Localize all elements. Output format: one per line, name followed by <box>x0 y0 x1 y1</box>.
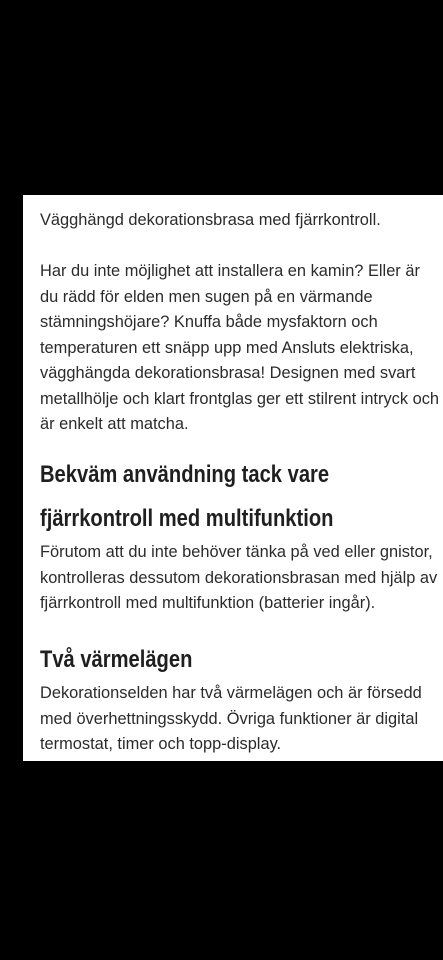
heat-modes-heading: Två värmelägen <box>40 646 193 673</box>
remote-control-paragraph: Förutom att du inte behöver tänka på ved eller gnistor, kontrolleras dessutom dekorationsbrasan med hjälp av fjärrkontroll med multifunktion (batterier ingår). <box>40 543 438 612</box>
remote-control-heading-line-1: Bekväm användning tack vare <box>40 461 330 488</box>
remote-control-heading <box>40 453 376 541</box>
description-paragraph: Har du inte möjlighet att installera en kamin? Eller är du rädd för elden men sugen på en värmande stämningshöjare? Knuffa både mysfaktorn och temperaturen ett snäpp upp med Ansluts elektriska, vägghängda dekorationsbrasa! Designen med svart metallhölje och klart frontglas ger ett stilrent intryck och är enkelt att matcha. <box>40 262 440 433</box>
intro-text: Vägghängd dekorationsbrasa med fjärrkontroll. <box>40 211 381 229</box>
product-description-card <box>23 195 443 761</box>
remote-control-heading-line-2: fjärrkontroll med multifunktion <box>40 505 334 532</box>
heat-modes-paragraph: Dekorationselden har två värmelägen och är försedd med överhettningsskydd. Övriga funktioner är digital termostat, timer och topp-display. <box>40 684 422 753</box>
